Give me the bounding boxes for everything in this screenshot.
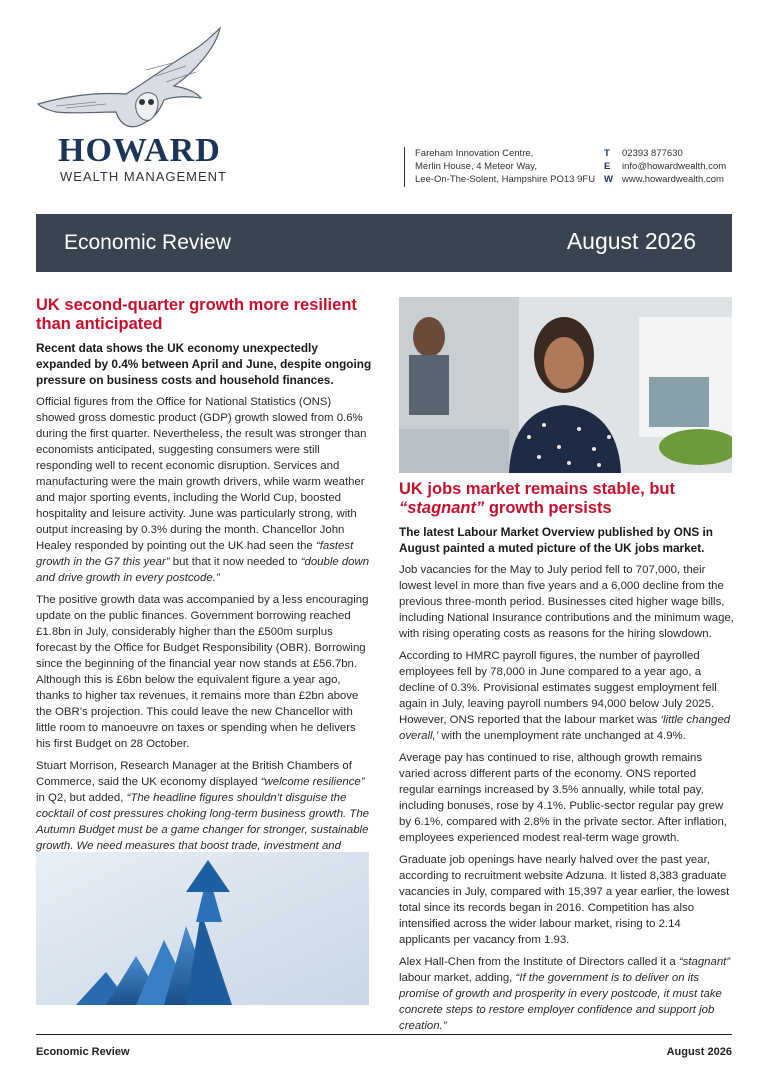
banner-title: Economic Review	[64, 231, 231, 254]
email-key: E	[604, 161, 611, 172]
web-key: W	[604, 174, 613, 185]
title-banner	[36, 214, 732, 272]
brand-name: HOWARD	[58, 132, 221, 169]
contact-details	[604, 147, 744, 186]
phone-number[interactable]: 02393 877630	[622, 148, 683, 159]
email-link[interactable]: info@howardwealth.com	[622, 161, 727, 172]
article-lead: The latest Labour Market Overview published by ONS in August painted a muted picture of the UK jobs market.	[399, 525, 713, 555]
article-paragraph: Graduate job openings have nearly halved over the past year, according to recruitment website Adzuna. It listed 8,383 graduate vacancies in July, compared with 15,397 a year earlier, the lowest total since its records began in 2016. Competition has also intensified across the wider labour market, rising to 2.14 applicants per vacancy from 1.93.	[399, 854, 730, 946]
banner-date: August 2026	[566, 228, 696, 254]
brand-subtitle: WEALTH MANAGEMENT	[60, 169, 227, 184]
growth-arrow-image	[36, 852, 369, 1005]
article-paragraph: Alex Hall-Chen from the Institute of Directors called it a “stagnant” labour market, adding, “If the government is to deliver on its promise of growth and prosperity in every postcode, it must take concrete steps to restore employer confidence and support job creation.”	[399, 956, 731, 1032]
footer-date: August 2026	[666, 1046, 732, 1058]
phone-key: T	[604, 148, 610, 159]
article-paragraph: The positive growth data was accompanied by a less encouraging update on the public finances. Government borrowing reached £1.8bn in July, considerably higher than the £500m surplus forecast by the Office for Budget Responsibility (OBR). Borrowing since the beginning of the financial year now stands at £56.7bn. Although this is £6bn below the equivalent figure a year ago, thanks to higher tax revenues, it remains more than £2bn above the OBR’s projection. This could leave the new Chancellor with little room to manoeuvre on taxes or spending when he delivers his first Budget on 28 October.	[36, 594, 369, 750]
article-paragraph: Job vacancies for the May to July period fell to 707,000, their lowest level in more than five years and a 6,000 decline from the previous three-month period. Businesses cited higher wage bills, including National Insurance contributions and the minimum wage, with rising operating costs as reasons for the hiring slowdown.	[399, 564, 734, 640]
article-paragraph: According to HMRC payroll figures, the number of payrolled employees fell by 78,000 in June compared to a year ago, a decline of 0.3%. Provisional estimates suggest employment fell again in July, leaving payroll numbers 94,000 below July 2025. However, ONS reported that the labour market was ‘little changed overall,’ with the unemployment rate unchanged at 4.9%.	[399, 650, 731, 742]
address-line: Lee-On-The-Solent, Hampshire PO13 9FU	[415, 174, 596, 185]
address-line: Merlin House, 4 Meteor Way,	[415, 161, 537, 172]
address	[404, 147, 595, 187]
article-paragraph: Average pay has continued to rise, although growth remains varied across different parts of the economy. ONS reported regular earnings increased by 3.5% annually, while total pay, including bonuses, rose by 4.1%. Public-sector regular pay grew by 6.1%, compared with 2.8% in the private sector. After inflation, employees experienced modest real-term wage growth.	[399, 752, 727, 844]
footer-divider	[36, 1034, 732, 1035]
article-heading: UK jobs market remains stable, but “stagnant” growth persists	[399, 480, 675, 517]
article-lead: Recent data shows the UK economy unexpectedly expanded by 0.4% between April and June, despite ongoing pressure on business costs and household finances.	[36, 341, 372, 387]
office-worker-photo	[399, 297, 732, 473]
article-paragraph: Stuart Morrison, Research Manager at the British Chambers of Commerce, said the UK economy displayed “welcome resilience” in Q2, but added, “The headline figures shouldn’t disguise the cocktail of cost pressures choking long-term business growth. The Autumn Budget must be a game changer for stronger, sustainable growth. We need measures that boost trade, investment and	[36, 760, 370, 852]
article-jobs	[399, 480, 734, 1040]
article-paragraph: Official figures from the Office for National Statistics (ONS) showed gross domestic product (GDP) growth slowed from 0.6% during the first quarter. Nevertheless, the result was stronger than economists anticipated, suggesting consumers were still responding well to recent economic disruption. Services and manufacturing were the main growth drivers, while warm weather and major sporting events, including the World Cup, boosted hospitality and leisure activity. June was particularly strong, with output increasing by 0.3% during the month. Chancellor John Healey responded by pointing out the UK had seen the “fastest growth in the G7 this year” but that it now needed to “double down and drive growth in every postcode.”	[36, 396, 370, 584]
address-line: Fareham Innovation Centre,	[415, 148, 534, 159]
website-link[interactable]: www.howardwealth.com	[622, 174, 724, 185]
owl-icon	[36, 22, 226, 142]
footer-title: Economic Review	[36, 1046, 130, 1058]
article-heading: UK second-quarter growth more resilient than anticipated	[36, 296, 357, 333]
article-gdp	[36, 296, 372, 892]
